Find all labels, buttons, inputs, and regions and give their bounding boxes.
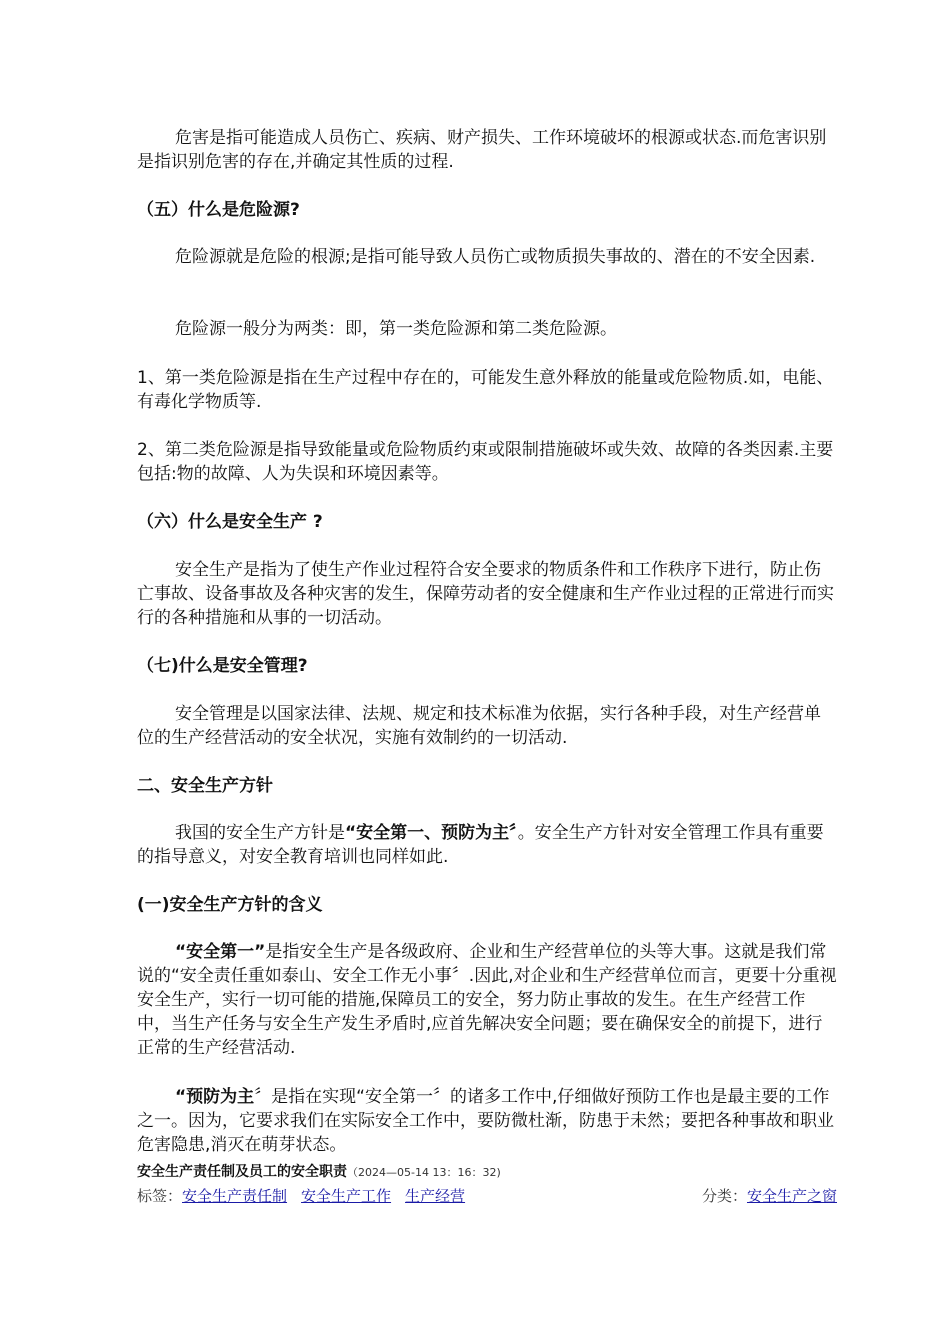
- paragraph-safety-management: 安全管理是以国家法律、法规、规定和技术标准为依据，实行各种手段，对生产经营单位的生产经营活动的安全状况，实施有效制约的一切活动.: [137, 704, 821, 748]
- tags-bar: [137, 1186, 837, 1206]
- category-label: 分类：: [701, 1187, 747, 1205]
- article-title-line: [137, 1163, 837, 1182]
- tag-link-production[interactable]: 生产经营: [405, 1187, 466, 1205]
- tag-link-safety-work[interactable]: 安全生产工作: [301, 1187, 392, 1205]
- paragraph-prevention-first: [137, 1085, 837, 1157]
- heading-what-is-safety-management: （七)什么是安全管理?: [137, 656, 308, 676]
- safety-first-term: “安全第一”: [175, 942, 266, 962]
- policy-intro-text: 我国的安全生产方针是: [175, 823, 345, 843]
- prevention-first-term: “预防为主: [175, 1087, 255, 1107]
- paragraph-two-types: 危险源一般分为两类：即，第一类危险源和第二类危险源。: [175, 319, 617, 339]
- tags-label: 标签：: [137, 1187, 183, 1205]
- paragraph-type-two: 2、第二类危险源是指导致能量或危险物质约束或限制措施破坏或失效、故障的各类因素.主要包括:物的故障、人为失误和环境因素等。: [137, 440, 834, 484]
- safety-first-text: 是指安全生产是各级政府、企业和生产经营单位的头等大事。这就是我们常说的“安全责任重如泰山、安全工作无小事〞.因此,对企业和生产经营单位而言，更要十分重视安全生产，实行一切可能的措施,保障员工的安全，努力防止事故的发生。在生产经营工作中，当生产任务与安全生产发生矛盾时,应首先解决安全问题；要在确保安全的前提下，进行正常的生产经营活动.: [137, 942, 837, 1058]
- heading-what-is-hazard-source: （五）什么是危险源?: [137, 200, 300, 220]
- heading-what-is-safe-production: （六）什么是安全生产 ?: [137, 512, 323, 532]
- heading-safety-policy: 二、安全生产方针: [137, 776, 273, 796]
- policy-intro-rest: 。安全生产方针对安全管理工作具有重要的指导意义，对安全教育培训也同样如此.: [137, 823, 824, 867]
- policy-slogan: “安全第一、预防为主〞: [345, 823, 518, 843]
- paragraph-safety-first: [137, 940, 837, 1060]
- heading-policy-meaning: (一)安全生产方针的含义: [137, 895, 323, 915]
- prevention-first-text: 〞是指在实现“安全第一〞的诸多工作中,仔细做好预防工作也是最主要的工作之一。因为，它要求我们在实际安全工作中，要防微杜渐，防患于未然；要把各种事故和职业危害隐患,消灭在萌芽状态。: [137, 1087, 834, 1155]
- article-timestamp: （2024—05-14 13：16：32): [347, 1166, 501, 1179]
- paragraph-hazard-source: 危险源就是危险的根源;是指可能导致人员伤亡或物质损失事故的、潜在的不安全因素.: [175, 247, 816, 267]
- article-title: 安全生产责任制及员工的安全职责: [137, 1164, 347, 1180]
- tag-link-responsibility[interactable]: 安全生产责任制: [182, 1187, 288, 1205]
- paragraph-hazard-definition: 危害是指可能造成人员伤亡、疾病、财产损失、工作环境破坏的根源或状态.而危害识别是指识别危害的存在,并确定其性质的过程.: [137, 128, 827, 172]
- paragraph-safe-production: 安全生产是指为了使生产作业过程符合安全要求的物质条件和工作秩序下进行，防止伤亡事故、设备事故及各种灾害的发生，保障劳动者的安全健康和生产作业过程的正常进行而实行的各种措施和从事的一切活动。: [137, 560, 834, 628]
- category-link[interactable]: 安全生产之窗: [746, 1187, 837, 1205]
- paragraph-type-one: 1、第一类危险源是指在生产过程中存在的，可能发生意外释放的能量或危险物质.如，电能、有毒化学物质等.: [137, 368, 834, 412]
- category-group: [702, 1186, 837, 1206]
- paragraph-policy-intro: [137, 821, 837, 869]
